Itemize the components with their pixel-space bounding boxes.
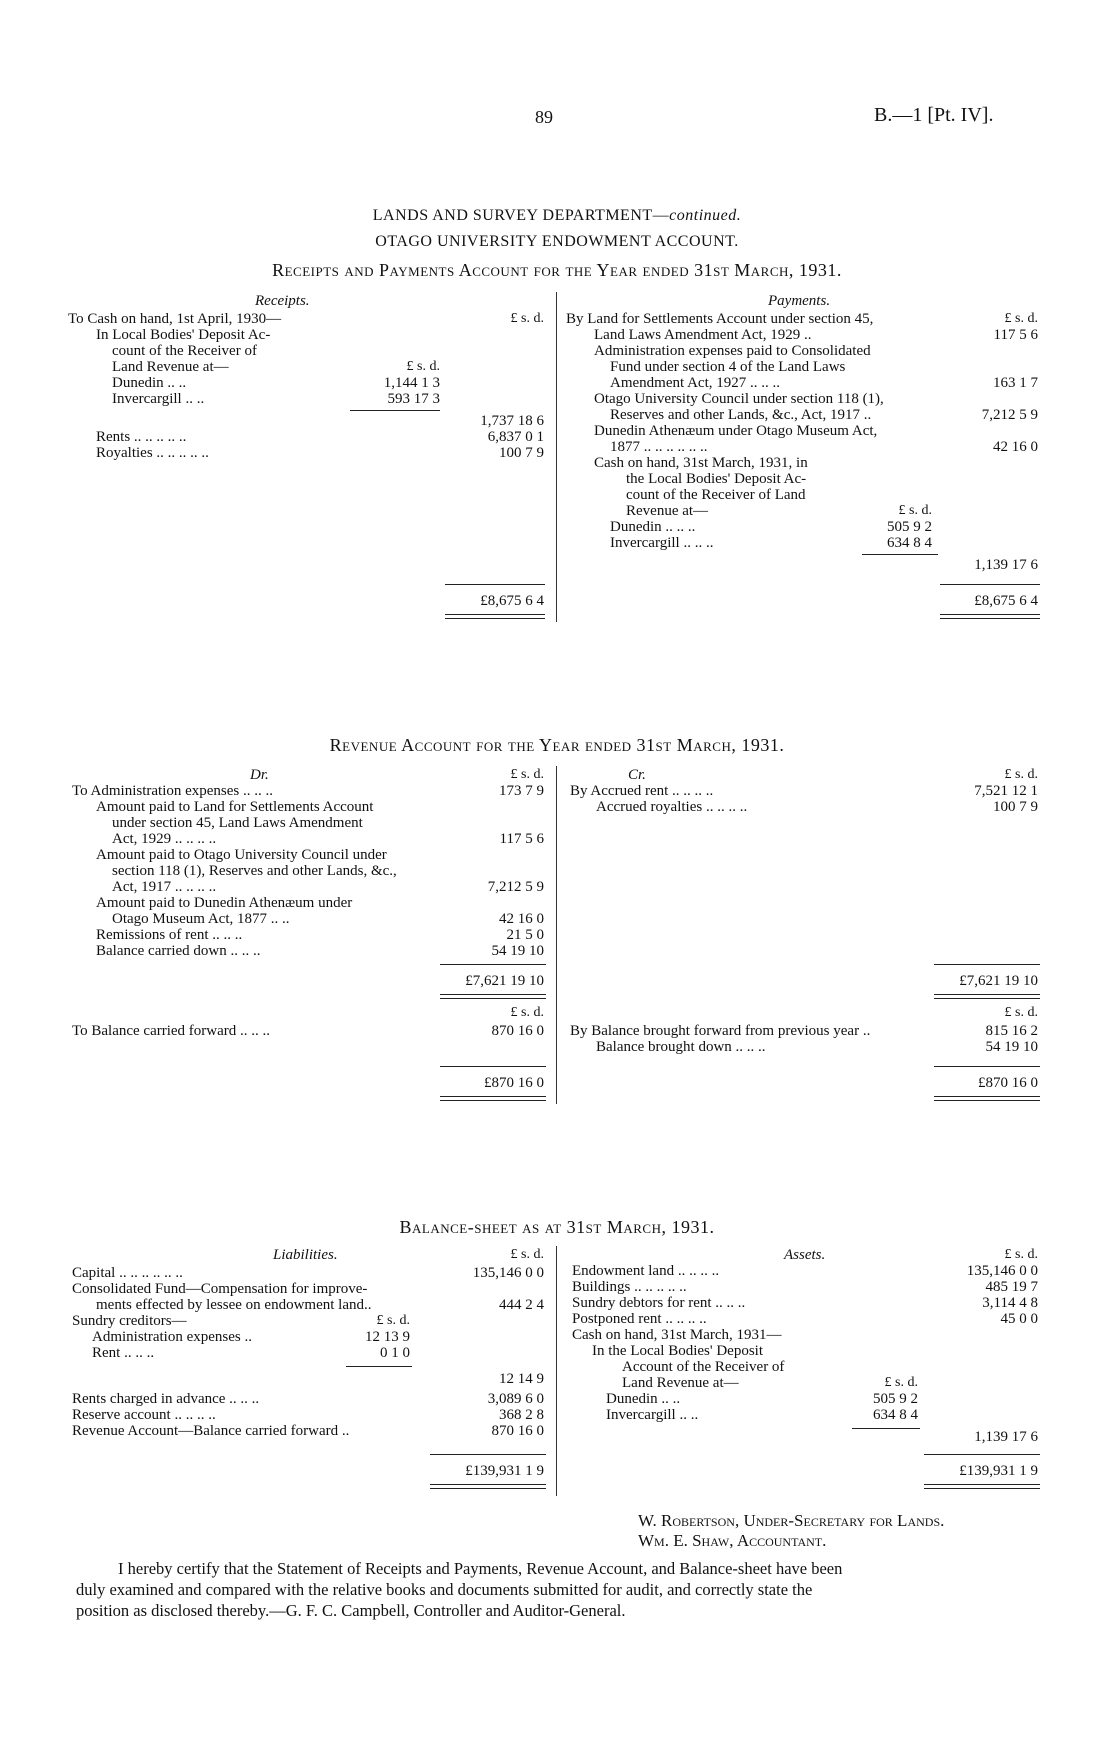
revenue-dr-ouc-amount: 7,212 5 9 [487,879,544,895]
receipts-invercargill-amount: 593 17 3 [387,391,440,407]
receipts-rents-amount: 6,837 0 1 [487,429,544,445]
assets-postponed-label: Postponed rent .. .. .. .. [572,1311,707,1327]
liabilities-admin-amount: 12 13 9 [365,1329,410,1345]
assets-total-double-rule [924,1484,1040,1489]
assets-sub-header: £ s. d. [884,1375,918,1390]
liabilities-reserve-label: Reserve account .. .. .. .. [72,1407,216,1423]
receipts-sub-header: £ s. d. [406,359,440,374]
payments-line-5d: Revenue at— [626,503,709,519]
liabilities-rent-label: Rent .. .. .. [92,1345,155,1361]
revenue-cr-rent-label: By Accrued rent .. .. .. .. [570,783,714,799]
revenue-cr-total2-rule [934,1066,1040,1067]
certificate-line-3: position as disclosed thereby.—G. F. C. Campbell, Controller and Auditor-General. [76,1601,626,1620]
revenue-dr-dun-a: Amount paid to Dunedin Athenæum under [96,895,353,911]
assets-cash-d: Land Revenue at— [622,1375,739,1391]
liabilities-sundry-label: Sundry creditors— [72,1313,187,1329]
revenue-dr-lfs-amount: 117 5 6 [499,831,544,847]
liabilities-revenue-label: Revenue Account—Balance carried forward .. [72,1423,350,1439]
assets-land-label: Endowment land .. .. .. .. [572,1263,720,1279]
assets-col-header: £ s. d. [1004,1247,1038,1262]
revenue-cr-total-rule [934,964,1040,965]
revenue-dr-total-2: £870 16 0 [484,1075,544,1091]
payments-line-2c: Amendment Act, 1927 .. .. .. [610,375,780,391]
revenue-dr-dun-amount: 42 16 0 [499,911,544,927]
payments-line-2b: Fund under section 4 of the Land Laws [610,359,846,375]
liabilities-capital-label: Capital .. .. .. .. .. .. [72,1265,183,1281]
payments-line-4b: 1877 .. .. .. .. .. .. [610,439,708,455]
assets-land-amount: 135,146 0 0 [966,1263,1038,1279]
certificate-line-2: duly examined and compared with the relative books and documents submitted for audit, and correctly state the [76,1580,813,1599]
receipts-cash-total: 1,737 18 6 [480,413,544,429]
receipts-line-1: To Cash on hand, 1st April, 1930— [68,311,282,327]
payments-heading: Payments. [768,293,831,309]
payments-total-rule [940,584,1040,585]
payments-line-2a: Administration expenses paid to Consolidated [594,343,871,359]
receipts-cash-rule [350,410,440,411]
liabilities-capital-amount: 135,146 0 0 [472,1265,544,1281]
liabilities-sundry-total: 12 14 9 [499,1371,544,1387]
assets-buildings-label: Buildings .. .. .. .. .. [572,1279,687,1295]
revenue-dr-balance-label: Balance carried down .. .. .. [96,943,261,959]
payments-total-double-rule [940,614,1040,619]
assets-debtors-amount: 3,114 4 8 [982,1295,1038,1311]
assets-total-rule [924,1454,1040,1455]
revenue-dr-total2-double-rule [440,1096,546,1101]
revenue-cr-royalties-label: Accrued royalties .. .. .. .. [596,799,748,815]
payments-line-3a: Otago University Council under section 118 (1), [594,391,884,407]
assets-total: £139,931 1 9 [959,1463,1038,1479]
revenue-dr-heading: Dr. [250,767,269,783]
revenue-cr-bd-label: Balance brought down .. .. .. [596,1039,766,1055]
page-number: 89 [535,107,553,127]
receipts-line-2: In Local Bodies' Deposit Ac- [96,327,271,343]
revenue-cr-royalties-amount: 100 7 9 [993,799,1038,815]
liabilities-col-header: £ s. d. [510,1247,544,1262]
revenue-dr-total-double-rule [440,994,546,999]
department-name: LANDS AND SURVEY DEPARTMENT— [372,207,670,224]
revenue-cr-rent-amount: 7,521 12 1 [974,783,1038,799]
payments-line-3b: Reserves and other Lands, &c., Act, 1917 .. [610,407,872,423]
payments-cash-rule [862,554,938,555]
revenue-cr-bf-label: By Balance brought forward from previous year .. [570,1023,871,1039]
liabilities-total: £139,931 1 9 [465,1463,544,1479]
payments-total: £8,675 6 4 [974,593,1038,609]
revenue-dr-forward-amount: 870 16 0 [491,1023,544,1039]
balance-sheet-title: Balance-sheet as at 31st March, 1931. [399,1217,715,1237]
department-title [0,207,1114,225]
receipts-dunedin-label: Dunedin .. .. [112,375,187,391]
assets-cash-total: 1,139 17 6 [974,1429,1038,1445]
certificate-line-1: I hereby certify that the Statement of Receipts and Payments, Revenue Account, and Balance-sheet have been [118,1559,843,1578]
revenue-dr-total: £7,621 19 10 [465,973,544,989]
revenue-cr-total: £7,621 19 10 [959,973,1038,989]
payments-invercargill-label: Invercargill .. .. .. [610,535,714,551]
receipts-invercargill-label: Invercargill .. .. [112,391,205,407]
assets-buildings-amount: 485 19 7 [985,1279,1038,1295]
payments-line-2-amount: 163 1 7 [993,375,1038,391]
liabilities-rent-amount: 0 1 0 [380,1345,410,1361]
assets-invercargill-amount: 634 8 4 [873,1407,918,1423]
signature-accountant: Wm. E. Shaw, Accountant. [638,1531,827,1550]
liabilities-revenue-amount: 870 16 0 [491,1423,544,1439]
assets-cash-a: Cash on hand, 31st March, 1931— [572,1327,782,1343]
payments-line-4-amount: 42 16 0 [993,439,1038,455]
payments-line-3-amount: 7,212 5 9 [981,407,1038,423]
assets-dunedin-amount: 505 9 2 [873,1391,918,1407]
payments-invercargill-amount: 634 8 4 [887,535,932,551]
assets-postponed-amount: 45 0 0 [1000,1311,1038,1327]
receipts-line-4: Land Revenue at— [112,359,229,375]
assets-heading: Assets. [784,1247,826,1263]
liabilities-advance-amount: 3,089 6 0 [487,1391,544,1407]
receipts-royalties-amount: 100 7 9 [499,445,544,461]
revenue-dr-balance-amount: 54 19 10 [491,943,544,959]
receipts-total: £8,675 6 4 [480,593,544,609]
liabilities-cf-amount: 444 2 4 [499,1297,544,1313]
payments-line-5a: Cash on hand, 31st March, 1931, in [594,455,808,471]
receipts-rents-label: Rents .. .. .. .. .. [96,429,187,445]
assets-cash-c: Account of the Receiver of [622,1359,785,1375]
receipts-col-header: £ s. d. [510,311,544,326]
revenue-dr-admin-label: To Administration expenses .. .. .. [72,783,274,799]
revenue-dr-ouc-b: section 118 (1), Reserves and other Lands, &c., [112,863,397,879]
signature-under-secretary: W. Robertson, Under-Secretary for Lands. [638,1511,945,1530]
revenue-title: Revenue Account for the Year ended 31st March, 1931. [329,735,785,755]
assets-dunedin-label: Dunedin .. .. [606,1391,681,1407]
revenue-cr-bf-amount: 815 16 2 [985,1023,1038,1039]
balance-divider [556,1246,557,1496]
revenue-dr-ouc-a: Amount paid to Otago University Council under [96,847,387,863]
receipts-total-double-rule [445,614,545,619]
liabilities-sub-header: £ s. d. [376,1313,410,1328]
revenue-divider [556,766,557,1104]
receipts-heading: Receipts. [255,293,310,309]
revenue-dr-remissions-amount: 21 5 0 [506,927,544,943]
payments-dunedin-label: Dunedin .. .. .. [610,519,696,535]
revenue-dr-remissions-label: Remissions of rent .. .. .. [96,927,243,943]
revenue-cr-heading: Cr. [628,767,646,783]
revenue-dr-total-rule [440,964,546,965]
liabilities-cf-a: Consolidated Fund—Compensation for improve- [72,1281,368,1297]
revenue-dr-col-header-2: £ s. d. [510,1005,544,1020]
receipts-royalties-label: Royalties .. .. .. .. .. [96,445,209,461]
revenue-dr-total2-rule [440,1066,546,1067]
liabilities-total-rule [430,1454,546,1455]
receipts-total-rule [445,584,545,585]
receipts-dunedin-amount: 1,144 1 3 [383,375,440,391]
payments-sub-header: £ s. d. [898,503,932,518]
payments-col-header: £ s. d. [1004,311,1038,326]
payments-line-1-amount: 117 5 6 [993,327,1038,343]
revenue-cr-bd-amount: 54 19 10 [985,1039,1038,1055]
payments-line-1b: Land Laws Amendment Act, 1929 .. [594,327,812,343]
revenue-dr-admin-amount: 173 7 9 [499,783,544,799]
payments-line-5c: count of the Receiver of Land [626,487,806,503]
payments-dunedin-amount: 505 9 2 [887,519,932,535]
assets-invercargill-label: Invercargill .. .. [606,1407,699,1423]
assets-cash-rule [852,1428,920,1429]
revenue-dr-col-header: £ s. d. [510,767,544,782]
assets-cash-b: In the Local Bodies' Deposit [592,1343,763,1359]
liabilities-advance-label: Rents charged in advance .. .. .. [72,1391,260,1407]
liabilities-admin-label: Administration expenses .. [92,1329,252,1345]
revenue-cr-total-2: £870 16 0 [978,1075,1038,1091]
page-reference: B.—1 [Pt. IV]. [874,104,994,126]
revenue-dr-dun-b: Otago Museum Act, 1877 .. .. [112,911,290,927]
revenue-dr-lfs-c: Act, 1929 .. .. .. .. [112,831,217,847]
liabilities-reserve-amount: 368 2 8 [499,1407,544,1423]
revenue-cr-col-header: £ s. d. [1004,767,1038,782]
liabilities-heading: Liabilities. [273,1247,338,1263]
payments-line-1a: By Land for Settlements Account under section 45, [566,311,874,327]
payments-line-5b: the Local Bodies' Deposit Ac- [626,471,807,487]
assets-debtors-label: Sundry debtors for rent .. .. .. [572,1295,746,1311]
account-title: OTAGO UNIVERSITY ENDOWMENT ACCOUNT. [375,233,739,250]
liabilities-cf-b: ments effected by lessee on endowment land.. [96,1297,372,1313]
revenue-dr-ouc-c: Act, 1917 .. .. .. .. [112,879,217,895]
liabilities-sundry-rule [346,1366,412,1367]
receipts-line-3: count of the Receiver of [112,343,257,359]
liabilities-total-double-rule [430,1484,546,1489]
payments-line-4a: Dunedin Athenæum under Otago Museum Act, [594,423,878,439]
revenue-dr-lfs-a: Amount paid to Land for Settlements Account [96,799,374,815]
revenue-dr-forward-label: To Balance carried forward .. .. .. [72,1023,271,1039]
revenue-cr-col-header-2: £ s. d. [1004,1005,1038,1020]
department-continued: continued. [669,207,742,224]
revenue-cr-total-double-rule [934,994,1040,999]
receipts-payments-title: Receipts and Payments Account for the Year ended 31st March, 1931. [272,260,842,280]
revenue-cr-total2-double-rule [934,1096,1040,1101]
rp-divider [556,292,557,622]
payments-cash-total: 1,139 17 6 [974,557,1038,573]
revenue-dr-lfs-b: under section 45, Land Laws Amendment [112,815,363,831]
